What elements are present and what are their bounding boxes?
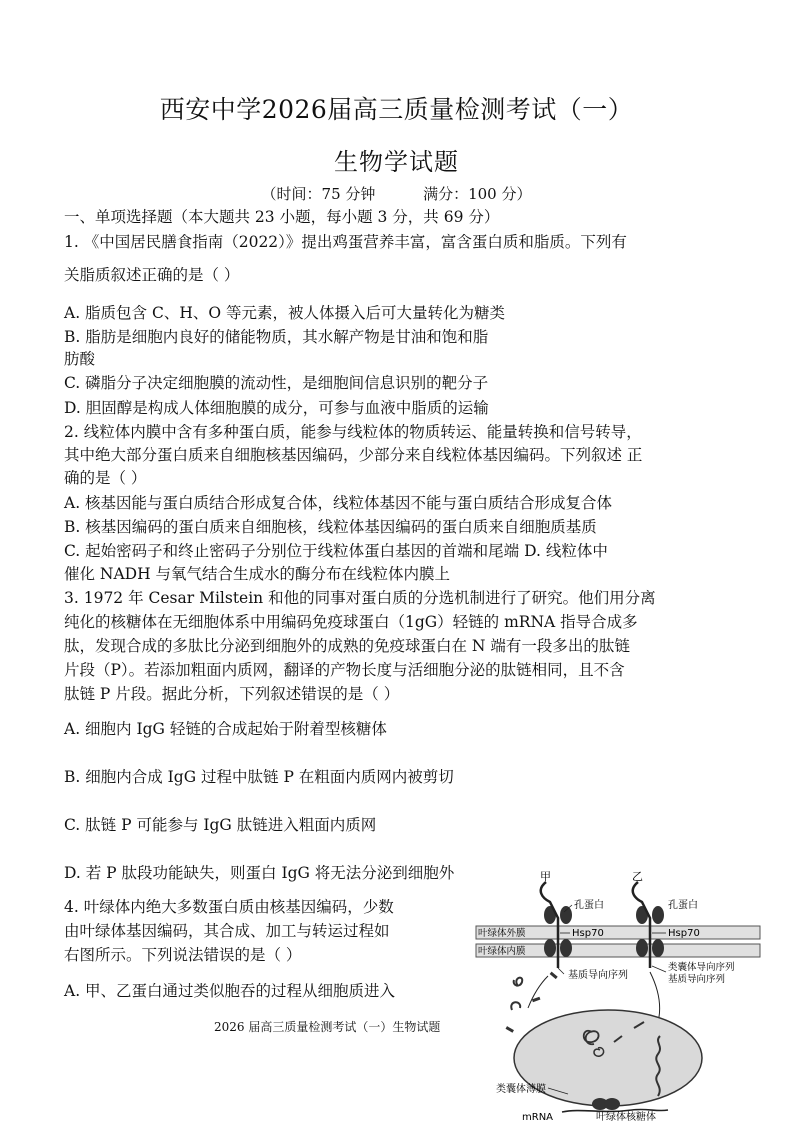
chloroplast-protein-import-figure [472, 868, 786, 1123]
q1-option-d: D. 胆固醇是构成人体细胞膜的成分，可参与血液中脂质的运输 [64, 399, 489, 417]
stroma-signal-label: 基质导向序列 [568, 970, 628, 981]
pore-protein-label-1: 孔蛋白 [574, 900, 604, 911]
exam-meta: （时间：75 分钟 满分：100 分） [261, 185, 532, 203]
cleaved-fragment-1 [506, 1026, 514, 1033]
pore-protein-yi-bottom [636, 939, 648, 957]
outer-membrane-label: 叶绿体外膜 [478, 928, 526, 939]
exam-title: 西安中学2026届高三质量检测考试（一） [159, 95, 634, 124]
q4-stem-line-1: 4. 叶绿体内绝大多数蛋白质由核基因编码，少数 [64, 898, 394, 916]
q4-option-a: A. 甲、乙蛋白通过类似胞吞的过程从细胞质进入 [64, 982, 396, 1000]
q4-stem-line-3: 右图所示。下列说法错误的是（ ） [64, 946, 302, 964]
import-arrow-jia [528, 976, 548, 1008]
stroma-signal-pointer [558, 968, 564, 974]
q1-stem-line-1: 1. 《中国居民膳食指南（2022）》提出鸡蛋营养丰富，富含蛋白质和脂质。下列有 [64, 233, 627, 251]
pore-protein-jia-bottom-2 [560, 939, 572, 957]
q2-stem-line-1: 2. 线粒体内膜中含有多种蛋白质，能参与线粒体的物质转运、能量转换和信号转导， [64, 423, 642, 441]
q2-stem-line-2: 其中绝大部分蛋白质来自细胞核基因编码，少部分来自线粒体基因编码。下列叙述 正 [64, 446, 643, 464]
thylakoid-signal-label: 类囊体导向序列 [668, 962, 735, 973]
q2-option-d: 催化 NADH 与氧气结合生成水的酶分布在线粒体内膜上 [64, 565, 451, 583]
hsp70-label-2: Hsp70 [668, 928, 700, 939]
q2-option-c: C. 起始密码子和终止密码子分别位于线粒体蛋白基因的首端和尾端 D. 线粒体中 [64, 542, 608, 560]
thylakoid-membrane-label: 类囊体薄膜 [496, 1084, 546, 1095]
q1-option-a: A. 脂质包含 C、H、O 等元素，被人体摄入后可大量转化为糖类 [64, 304, 505, 322]
ribosome-label: 叶绿体核糖体 [596, 1112, 656, 1123]
q3-option-b: B. 细胞内合成 IgG 过程中肽链 P 在粗面内质网内被剪切 [64, 768, 454, 786]
stroma-protein-coil-2 [511, 1002, 520, 1010]
cleaved-fragment-3 [550, 972, 558, 979]
hsp70-label-1: Hsp70 [572, 928, 604, 939]
stroma-protein-coil [514, 978, 523, 986]
stroma-signal-label-2: 基质导向序列 [668, 974, 726, 985]
inner-membrane-label: 叶绿体内膜 [478, 946, 526, 957]
q3-stem-line-4: 片段（P）。若添加粗面内质网，翻译的产物长度与活细胞分泌的肽链相同，且不含 [64, 661, 625, 679]
subject-title: 生物学试题 [334, 148, 459, 176]
pore-protein-yi-bottom-2 [652, 939, 664, 957]
q4-stem-line-2: 由叶绿体基因编码，其合成、加工与转运过程如 [64, 922, 390, 940]
pore-protein-label-2: 孔蛋白 [668, 900, 698, 911]
pore-protein-yi-top-2 [652, 906, 664, 924]
q1-option-c: C. 磷脂分子决定细胞膜的流动性，是细胞间信息识别的靶分子 [64, 374, 489, 392]
pore-protein-jia-top-2 [560, 906, 572, 924]
q1-option-b-line-2: 肪酸 [64, 350, 96, 368]
q3-stem-line-3: 肽，发现合成的多肽比分泌到细胞外的成熟的免疫球蛋白在 N 端有一段多出的肽链 [64, 637, 630, 655]
pore-protein-jia-bottom [544, 939, 556, 957]
q3-option-a: A. 细胞内 IgG 轻链的合成起始于附着型核糖体 [64, 720, 387, 738]
q3-stem-line-5: 肽链 P 片段。据此分析，下列叙述错误的是（ ） [64, 685, 400, 703]
q3-stem-line-2: 纯化的核糖体在无细胞体系中用编码免疫球蛋白（1gG）轻链的 mRNA 指导合成多 [64, 613, 638, 631]
section-heading: 一、单项选择题（本大题共 23 小题，每小题 3 分，共 69 分） [64, 208, 500, 226]
ribosome-large-subunit [604, 1098, 620, 1110]
q2-option-b: B. 核基因编码的蛋白质来自细胞核，线粒体基因编码的蛋白质来自细胞质基质 [64, 518, 597, 536]
q3-option-c: C. 肽链 P 可能参与 IgG 肽链进入粗面内质网 [64, 816, 377, 834]
page-footer: 2026 届高三质量检测考试（一）生物试题 [214, 1020, 441, 1034]
figure-label-jia: 甲 [540, 870, 551, 883]
q3-stem-line-1: 3. 1972 年 Cesar Milstein 和他的同事对蛋白质的分选机制进行了研究。他们用分离 [64, 589, 656, 607]
figure-label-yi: 乙 [632, 870, 643, 883]
q3-option-d: D. 若 P 肽段功能缺失，则蛋白 IgG 将无法分泌到细胞外 [64, 864, 455, 882]
q1-stem-line-2: 关脂质叙述正确的是（ ） [64, 266, 240, 284]
thylakoid-signal-pointer [652, 966, 666, 972]
q1-option-b-line-1: B. 脂肪是细胞内良好的储能物质，其水解产物是甘油和饱和脂 [64, 328, 489, 346]
q2-stem-line-3: 确的是（ ） [64, 469, 147, 487]
q2-option-a: A. 核基因能与蛋白质结合形成复合体，线粒体基因不能与蛋白质结合形成复合体 [64, 494, 613, 512]
mrna-label: mRNA [522, 1112, 554, 1123]
